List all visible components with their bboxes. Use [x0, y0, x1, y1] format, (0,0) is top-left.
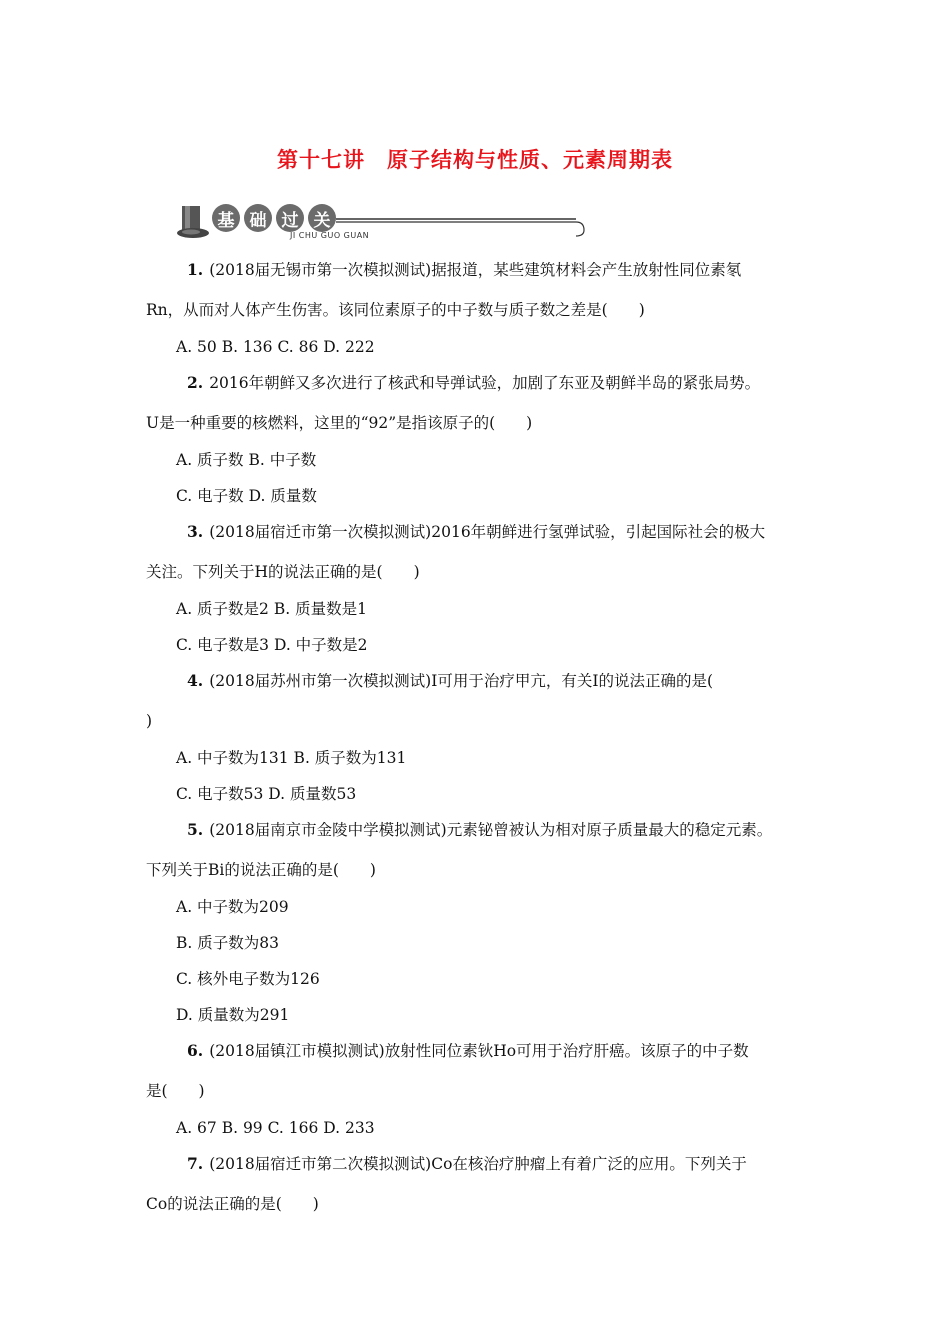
banner-char: 过: [276, 204, 304, 232]
question-3-line-2: 关注。下列关于H的说法正确的是( ): [146, 563, 420, 581]
question-4-line-2: ): [146, 712, 153, 730]
question-7-line-1: 7. (2018届宿迁市第二次模拟测试)Co在核治疗肿瘤上有着广泛的应用。下列关于: [187, 1154, 747, 1173]
question-6-options: A. 67 B. 99 C. 166 D. 233: [176, 1119, 375, 1137]
section-banner: [176, 200, 421, 244]
question-4-options-1: A. 中子数为131 B. 质子数为131: [176, 749, 407, 767]
question-4-line-1: 4. (2018届苏州市第一次模拟测试)I可用于治疗甲亢，有关I的说法正确的是(: [187, 671, 714, 690]
graduation-hat-icon: [176, 200, 212, 240]
question-2-line-1: 2. 2016年朝鲜又多次进行了核武和导弹试验，加剧了东亚及朝鲜半岛的紧张局势。: [187, 373, 761, 392]
question-5-line-2: 下列关于Bi的说法正确的是( ): [146, 861, 376, 879]
question-5-option-a: A. 中子数为209: [176, 898, 289, 916]
question-5-option-b: B. 质子数为83: [176, 934, 279, 952]
banner-char: 关: [308, 204, 336, 232]
question-7-line-2: Co的说法正确的是( ): [146, 1195, 319, 1213]
page-title: 第十七讲 原子结构与性质、元素周期表: [277, 148, 673, 172]
banner-char: 础: [244, 204, 272, 232]
question-1-line-1: 1. (2018届无锡市第一次模拟测试)据报道，某些建筑材料会产生放射性同位素氡: [187, 260, 742, 279]
question-4-options-2: C. 电子数53 D. 质量数53: [176, 785, 357, 803]
question-6-line-1: 6. (2018届镇江市模拟测试)放射性同位素钬Ho可用于治疗肝癌。该原子的中子数: [187, 1041, 749, 1060]
question-2-line-2: U是一种重要的核燃料，这里的“92”是指该原子的( ): [146, 414, 533, 432]
question-2-options-1: A. 质子数 B. 中子数: [176, 451, 317, 469]
question-6-line-2: 是( ): [146, 1082, 205, 1100]
question-3-options-1: A. 质子数是2 B. 质量数是1: [176, 600, 367, 618]
question-1-options: A. 50 B. 136 C. 86 D. 222: [176, 338, 375, 356]
question-5-option-c: C. 核外电子数为126: [176, 970, 320, 988]
banner-char: 基: [212, 204, 240, 232]
banner-pinyin: JI CHU GUO GUAN: [290, 231, 370, 240]
question-3-options-2: C. 电子数是3 D. 中子数是2: [176, 636, 368, 654]
question-1-line-2: Rn，从而对人体产生伤害。该同位素原子的中子数与质子数之差是( ): [146, 301, 645, 319]
question-2-options-2: C. 电子数 D. 质量数: [176, 487, 317, 505]
banner-rule: [336, 218, 590, 238]
question-3-line-1: 3. (2018届宿迁市第一次模拟测试)2016年朝鲜进行氢弹试验，引起国际社会的极大: [187, 522, 766, 541]
question-5-option-d: D. 质量数为291: [176, 1006, 290, 1024]
question-5-line-1: 5. (2018届南京市金陵中学模拟测试)元素铋曾被认为相对原子质量最大的稳定元素。: [187, 820, 773, 839]
